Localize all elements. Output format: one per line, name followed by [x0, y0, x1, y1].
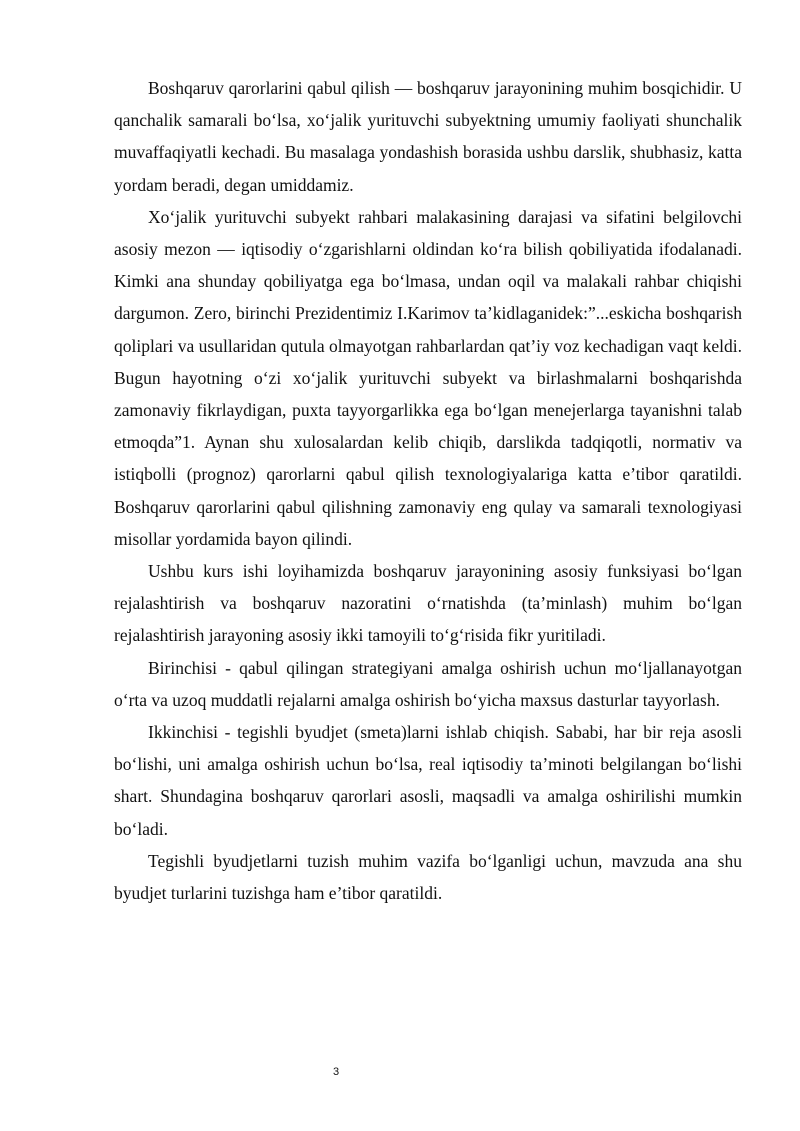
body-text [114, 72, 742, 909]
paragraph-intro: Boshqaruv qarorlarini qabul qilish — boshqaruv jarayonining muhim bosqichidir. U qanchalik samarali bo‘lsa, xo‘jalik yurituvchi subyektning umumiy faoliyati shunchalik muvaffaqiyatli kechadi. Bu masalaga yondashish borasida ushbu darslik, shubhasiz, katta yordam beradi, degan umiddamiz. [114, 78, 742, 195]
paragraph-second-principle: Ikkinchisi - tegishli byudjet (smeta)larni ishlab chiqish. Sababi, har bir reja asosli bo‘lishi, uni amalga oshirish uchun bo‘lsa, real iqtisodiy ta’minoti belgilangan bo‘lishi shart. Shundagina boshqaruv qarorlari asosli, maqsadli va amalga oshirilishi mumkin bo‘ladi. [114, 722, 742, 839]
paragraph-course-work: Ushbu kurs ishi loyihamizda boshqaruv jarayonining asosiy funksiyasi bo‘lgan rejalashtirish va boshqaruv nazoratini o‘rnatishda (ta’minlash) muhim bo‘lgan rejalashtirish jarayoning asosiy ikki tamoyili to‘g‘risida fikr yuritiladi. [114, 561, 742, 646]
page-number: 3 [332, 1066, 340, 1078]
paragraph-leader-criteria: Xo‘jalik yurituvchi subyekt rahbari malakasining darajasi va sifatini belgilovchi asosiy mezon — iqtisodiy o‘zgarishlarni oldindan ko‘ra bilish qobiliyatida ifodalanadi. Kimki ana shunday qobiliyatga ega bo‘lmasa, undan oqil va malakali rahbar chiqishi dargumon. Zero, birinchi Prezidentimiz I.Karimov ta’kidlaganidek:”...eskicha boshqarish qoliplari va usullaridan qutula olmayotgan rahbarlardan qat’iy voz kechadigan vaqt keldi. Bugun hayotning o‘zi xo‘jalik yurituvchi subyekt va birlashmalarni boshqarishda zamonaviy fikrlaydigan, puxta tayyorgarlikka ega bo‘lgan menejerlarga tayanishni talab etmoqda”1. Aynan shu xulosalardan kelib chiqib, darslikda tadqiqotli, normativ va istiqbolli (prognoz) qarorlarni qabul qilish texnologiyalariga katta e’tibor qaratildi. Boshqaruv qarorlarini qabul qilishning zamonaviy eng qulay va samarali texnologiyasi misollar yordamida bayon qilindi. [114, 206, 742, 549]
paragraph-budgets: Tegishli byudjetlarni tuzish muhim vazifa bo‘lganligi uchun, mavzuda ana shu byudjet turlarini tuzishga ham e’tibor qaratildi. [114, 850, 742, 904]
paragraph-first-principle: Birinchisi - qabul qilingan strategiyani amalga oshirish uchun mo‘ljallanayotgan o‘rta va uzoq muddatli rejalarni amalga oshirish bo‘yicha maxsus dasturlar tayyorlash. [114, 657, 742, 710]
